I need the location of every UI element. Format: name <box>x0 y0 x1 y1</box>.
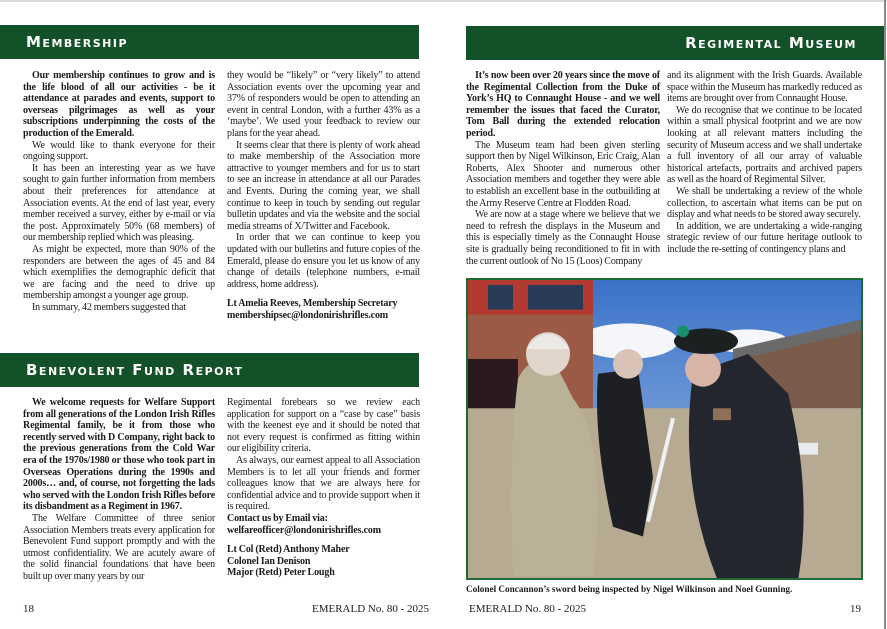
medals <box>713 408 731 420</box>
footer-left: EMERALD No. 80 - 2025 <box>312 603 430 615</box>
paragraph: In addition, we are undertaking a wide-ranging strategic review of our future heritage outlook to include the re-setting of contingency plans and <box>667 220 862 255</box>
benevolent-column-1 <box>23 397 215 583</box>
benevolent-title: Benevolent Fund Report <box>26 361 244 379</box>
paragraph: In summary, 42 members suggested that <box>32 301 186 313</box>
museum-title: Regimental Museum <box>685 34 857 52</box>
signatory: Major (Retd) Peter Lough <box>227 567 335 579</box>
benevolent-email-link[interactable]: welfareofficer@londonirishrifles.com <box>227 524 381 536</box>
photo-caption: Colonel Concannon’s sword being inspected by Nigel Wilkinson and Noel Gunning. <box>466 584 793 594</box>
paragraph: they would be “likely” or “very likely” to attend Association events over the upcoming year and 37% of responders would be open to attending an event in central London, with a further 43% as a ‘maybe’. We used your feedback to review our plans for the year ahead. <box>227 70 420 139</box>
page-number-left: 18 <box>23 603 34 615</box>
footer-right: EMERALD No. 80 - 2025 <box>469 603 587 615</box>
museum-column-1 <box>466 70 660 267</box>
benevolent-contact-label: Contact us by Email via: <box>227 512 328 524</box>
membership-title: Membership <box>26 33 129 51</box>
membership-column-2 <box>227 70 420 321</box>
membership-signature-name: Lt Amelia Reeves, Membership Secretary <box>227 298 398 310</box>
paragraph: We would like to thank everyone for their ongoing support. <box>23 139 215 163</box>
museum-intro-paragraph: It’s now been over 20 years since the move of the Regimental Collection from the Duke of York’s HQ to Connaught House - and we well remember the issues that faced the Curator, Tom Ball during the extended relocation period. <box>466 70 660 139</box>
paragraph: As might be expected, more than 90% of the responders are between the ages of 45 and 84 which exemplifies the demographic deficit that we are facing and the need to drive up membership amongst a younger age group. <box>23 243 215 302</box>
signatory: Lt Col (Retd) Anthony Maher <box>227 544 350 556</box>
paragraph: and its alignment with the Irish Guards. Available space within the Museum has markedly reduced as items are brought over from Connaught House. <box>667 70 862 105</box>
museum-photo <box>466 278 863 580</box>
paragraph: The Museum team had been given sterling support then by Nigel Wilkinson, Eric Craig, Alan Roberts, Alex Shooter and numerous other Association members and together they were able to establish an excellent base in the outbuilding at the Army Reserve Centre at Flodden Road. <box>466 139 660 209</box>
right-edge-divider <box>884 0 886 629</box>
top-edge-divider <box>0 0 887 2</box>
museum-column-2 <box>667 70 862 256</box>
paragraph: In order that we can continue to keep you updated with our bulletins and future copies of the Emerald, please do ensure you let us know of any change of details (telephone numbers, e-mail address, home address). <box>227 232 420 290</box>
paragraph: We are now at a stage where we believe that we need to refresh the displays in the Museum and this is especially timely as the Connaught House site is gradually being reconditioned to fit in with the current outlook of No 15 (Loos) Company <box>466 209 660 267</box>
paragraph: Regimental forebears so we review each application for support on a “case by case” basis with the keenest eye and it should be noted that not every request is confirmed as fitting within our eligibility criteria. <box>227 397 420 455</box>
photo-illustration <box>468 280 861 578</box>
membership-section-header <box>0 25 419 59</box>
paragraph: We do recognise that we continue to be located within a small physical footprint and we are now looking at all relevant matters including the security of Museum access and we shall undertake a full inventory of all our array of valuable historical artefacts, portraits and archived papers as well as the hoard of Regimental Silver. <box>667 104 862 186</box>
page-number-right: 19 <box>850 603 861 615</box>
paragraph: The Welfare Committee of three senior Association Members treats every application for Benevolent Fund support promptly and with the utmost confidentiality. We are acutely aware of the solid financial foundations that have been built up over many years by our <box>23 512 215 582</box>
paragraph: We shall be undertaking a review of the whole collection, to ascertain what items can be put on display and what needs to be stored away securely. <box>667 185 862 221</box>
paragraph: It has been an interesting year as we have sought to gain further information from members about their preferences for attendance at Association events. At the end of last year, every member received a survey, either by e-mail or via the post. Approximately 50% (68 members) of our membership replied which was pleasing. <box>23 162 215 244</box>
paragraph: As always, our earnest appeal to all Association Members is to let all your friends and former colleagues know that we are always here for confidential advice and to provide support when it is required. <box>227 454 420 513</box>
paragraph: It seems clear that there is plenty of work ahead to make membership of the Association more attractive to younger members and for us to start to see an increase in attendance at all our Parades and Events. During the coming year, we shall continue to keep in touch by sending out regular bulletin updates and via the website and the social media streams of X/Twitter and Facebook. <box>227 139 420 232</box>
benevolent-section-header <box>0 353 419 387</box>
benevolent-column-2 <box>227 397 420 579</box>
hackle <box>677 325 689 337</box>
membership-email-link[interactable]: membershipsec@londonirishrifles.com <box>227 309 388 321</box>
membership-intro-paragraph: Our membership continues to grow and is the life blood of all our activities - be it attendance at parades and events, support to overseas pilgrimages as well as your subscriptions underpinning the costs of the production of the Emerald. <box>23 70 215 139</box>
membership-column-1 <box>23 70 215 313</box>
museum-section-header <box>466 26 884 60</box>
signatory: Colonel Ian Denison <box>227 555 311 567</box>
benevolent-intro-paragraph: We welcome requests for Welfare Support from all generations of the London Irish Rifles Regimental family, be it from those who recently served with D Company, right back to the previous generations from the Cold War era of the 1970s/1980 or those who took part in Overseas Operations during the 1990s and 2000s… and, of course, not forgetting the lads who served with the London Irish Rifles before its disbandment as a Regiment in 1967. <box>23 397 215 513</box>
